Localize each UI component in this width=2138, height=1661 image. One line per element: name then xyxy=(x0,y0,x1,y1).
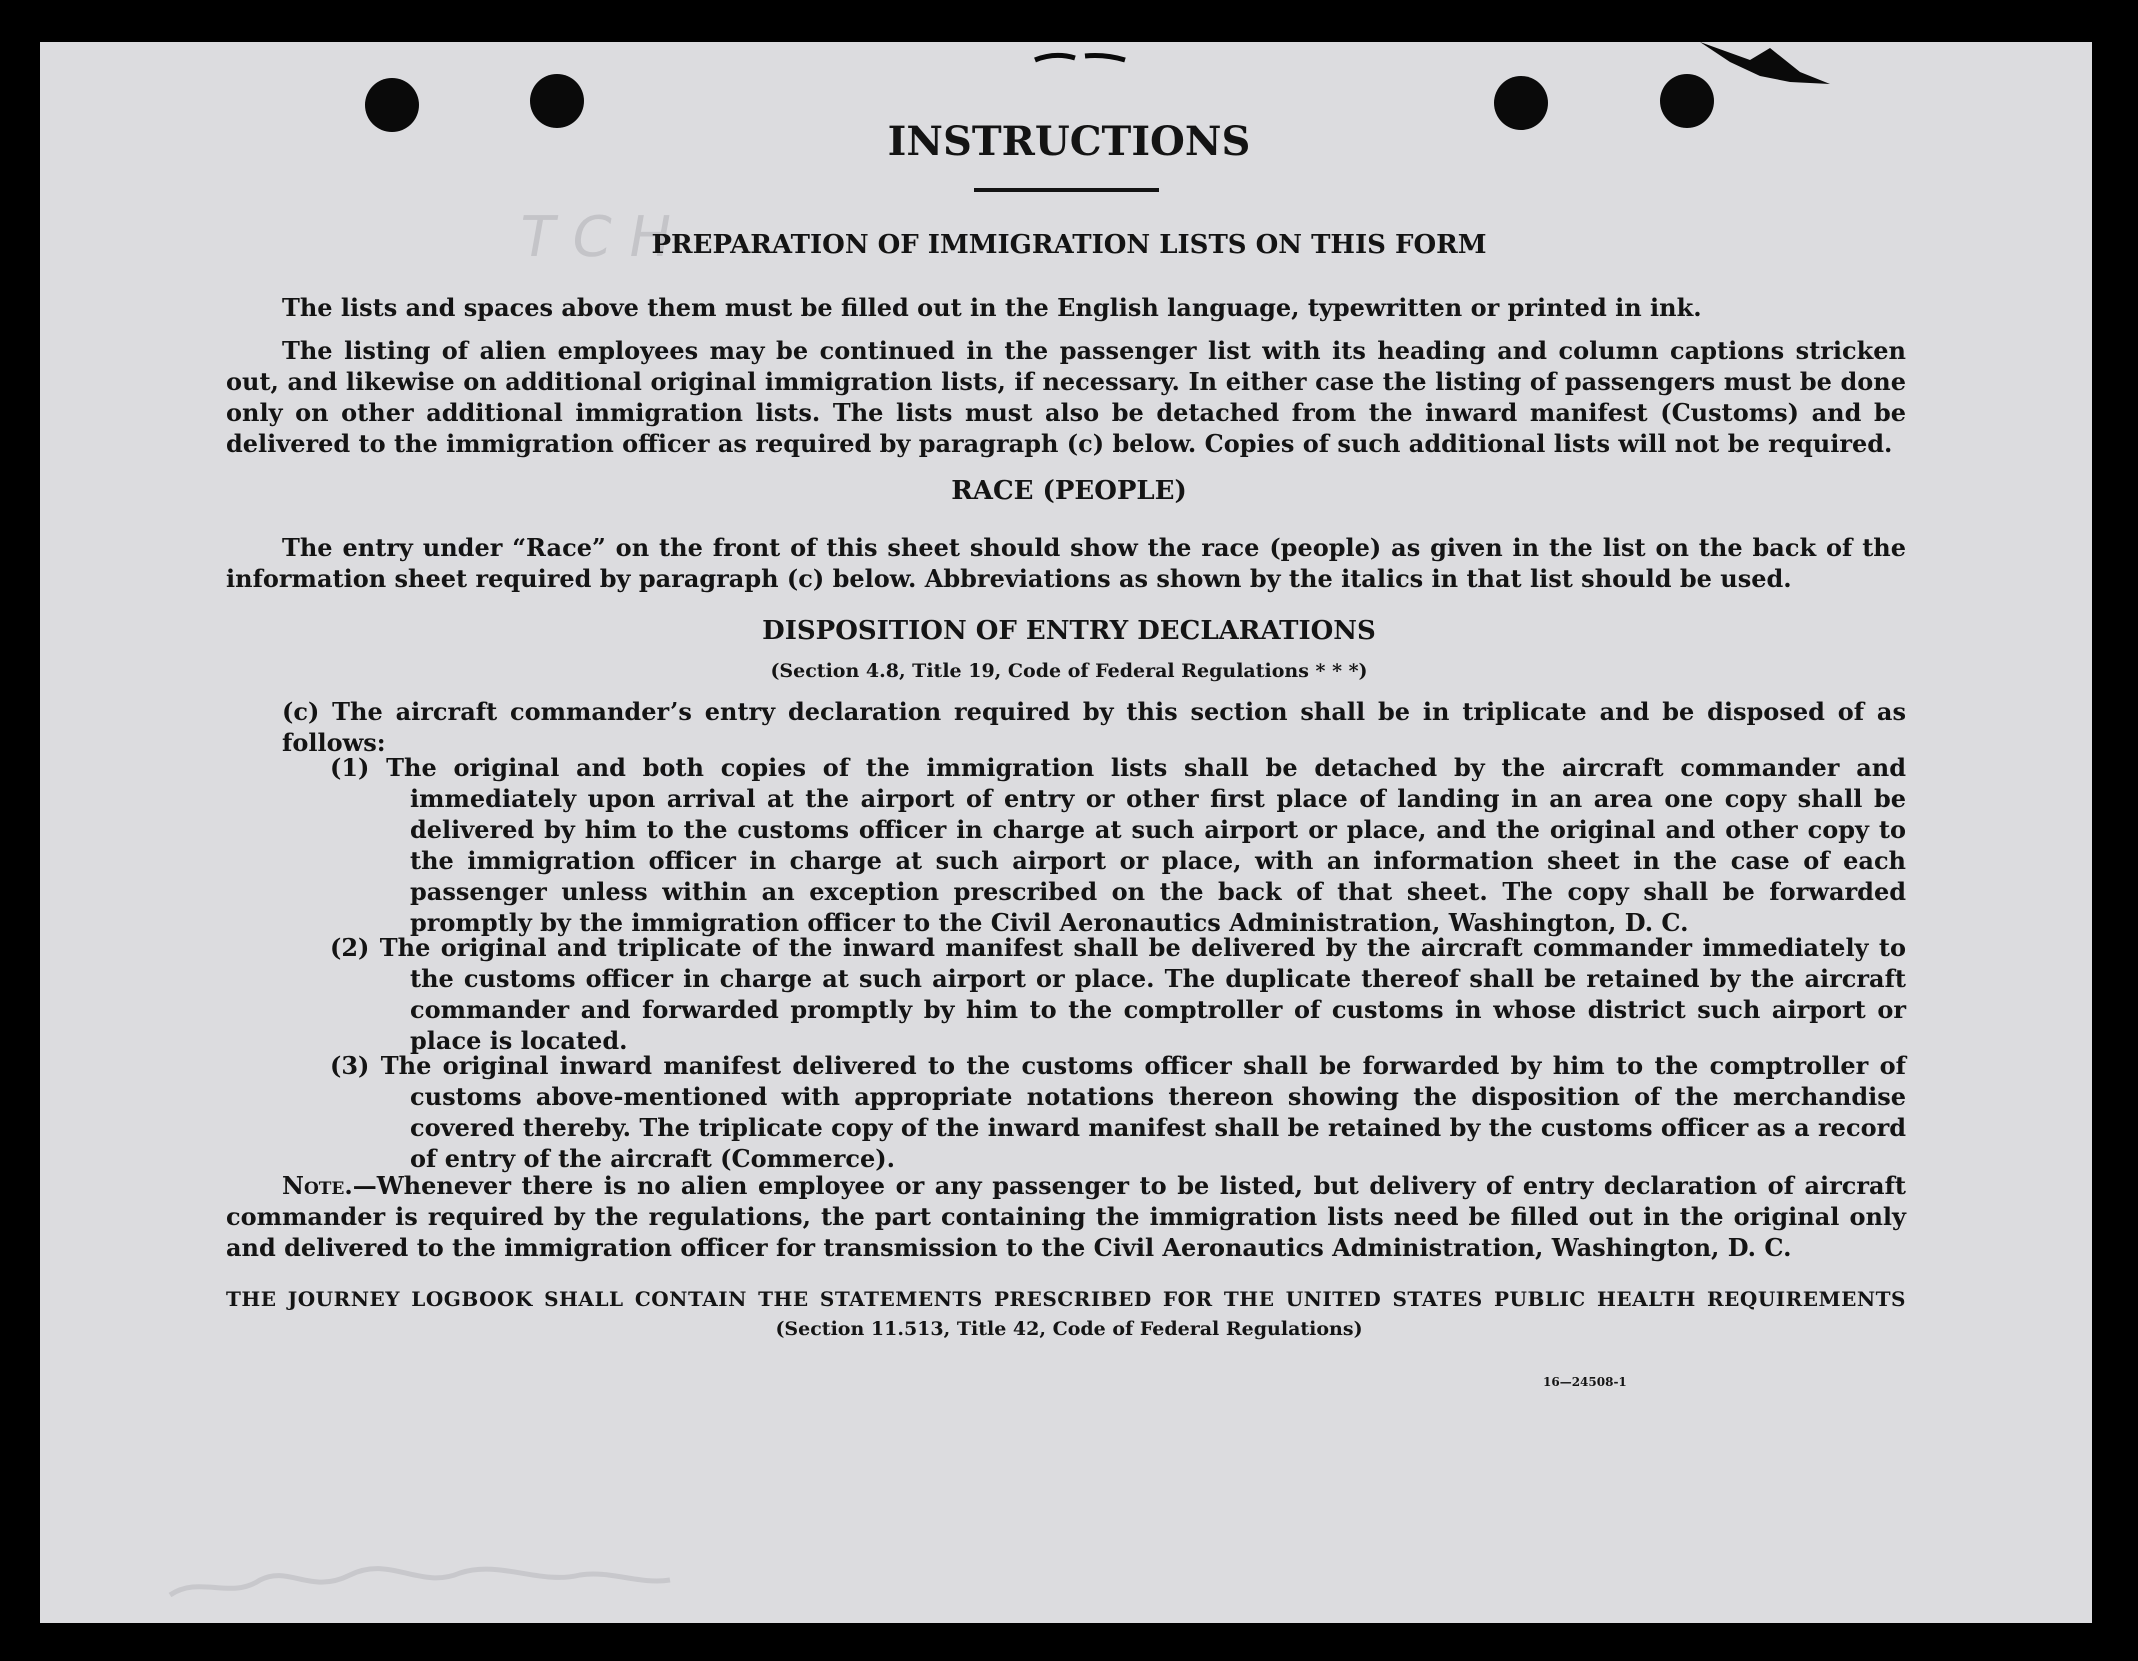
torn-corner-mark xyxy=(1700,42,1840,92)
title-underline xyxy=(974,188,1159,192)
disposition-citation: (Section 4.8, Title 19, Code of Federal Regulations * * *) xyxy=(770,660,1368,682)
staple-mark xyxy=(1030,50,1130,66)
race-heading: RACE (PEOPLE) xyxy=(951,476,1187,506)
preparation-paragraph-1: The lists and spaces above them must be filled out in the English language, typewritten or printed in ink. xyxy=(282,293,1702,322)
logbook-statement: THE JOURNEY LOGBOOK SHALL CONTAIN THE STATEMENTS PRESCRIBED FOR THE UNITED STATES PUBLIC HEALTH REQUIREMENTS xyxy=(226,1287,1906,1311)
form-number: 16—24508-1 xyxy=(1543,1375,1627,1389)
disposition-item-3: (3) The original inward manifest delivered to the customs officer shall be forwarded by him to the comptroller of customs above-mentioned with appropriate notations thereon showing the disposition of the merchandise covered thereby. The triplicate copy of the inward manifest shall be retained by the customs officer as a record of entry of the aircraft (Commerce). xyxy=(330,1051,1906,1173)
preparation-heading: PREPARATION OF IMMIGRATION LISTS ON THIS FORM xyxy=(651,230,1487,260)
note-paragraph: Note.—Whenever there is no alien employee or any passenger to be listed, but delivery of entry declaration of aircraft commander is required by the regulations, the part containing the immigration lists need be filled out in the original only and delivered to the immigration officer for transmission to the Civil Aeronautics Administration, Washington, D. C. xyxy=(226,1171,1906,1262)
race-paragraph: The entry under “Race” on the front of this sheet should show the race (people) as given in the list on the back of the information sheet required by paragraph (c) below. Abbreviations as shown by the italics in that list should be used. xyxy=(226,533,1906,593)
logbook-citation: (Section 11.513, Title 42, Code of Federal Regulations) xyxy=(775,1318,1363,1340)
page-title: INSTRUCTIONS xyxy=(887,118,1251,165)
disposition-heading: DISPOSITION OF ENTRY DECLARATIONS xyxy=(762,616,1376,646)
disposition-intro: (c) The aircraft commander’s entry declaration required by this section shall be in triplicate and be disposed of as follows: xyxy=(282,697,1906,757)
disposition-item-1: (1) The original and both copies of the immigration lists shall be detached by the aircraft commander and immediately upon arrival at the airport of entry or other first place of landing in an area one copy shall be delivered by him to the customs officer in charge at such airport or place, and the original and other copy to the immigration officer in charge at such airport or place, with an information sheet in the case of each passenger unless within an exception prescribed on the back of that sheet. The copy shall be forwarded promptly by the immigration officer to the Civil Aeronautics Administration, Washington, D. C. xyxy=(330,753,1906,937)
bleed-through-mark: T C H xyxy=(514,205,677,270)
faint-signature xyxy=(160,1545,680,1615)
disposition-item-2: (2) The original and triplicate of the inward manifest shall be delivered by the aircraft commander immediately to the customs officer in charge at such airport or place. The duplicate thereof shall be retained by the aircraft commander and forwarded promptly by him to the comptroller of customs in whose district such airport or place is located. xyxy=(330,933,1906,1055)
note-label: Note. xyxy=(282,1171,353,1200)
preparation-paragraph-2: The listing of alien employees may be continued in the passenger list with its heading and column captions stricken out, and likewise on additional original immigration lists, if necessary. In either case the listing of passengers must be done only on other additional immigration lists. The lists must also be detached from the inward manifest (Customs) and be delivered to the immigration officer as required by paragraph (c) below. Copies of such additional lists will not be required. xyxy=(226,336,1906,458)
